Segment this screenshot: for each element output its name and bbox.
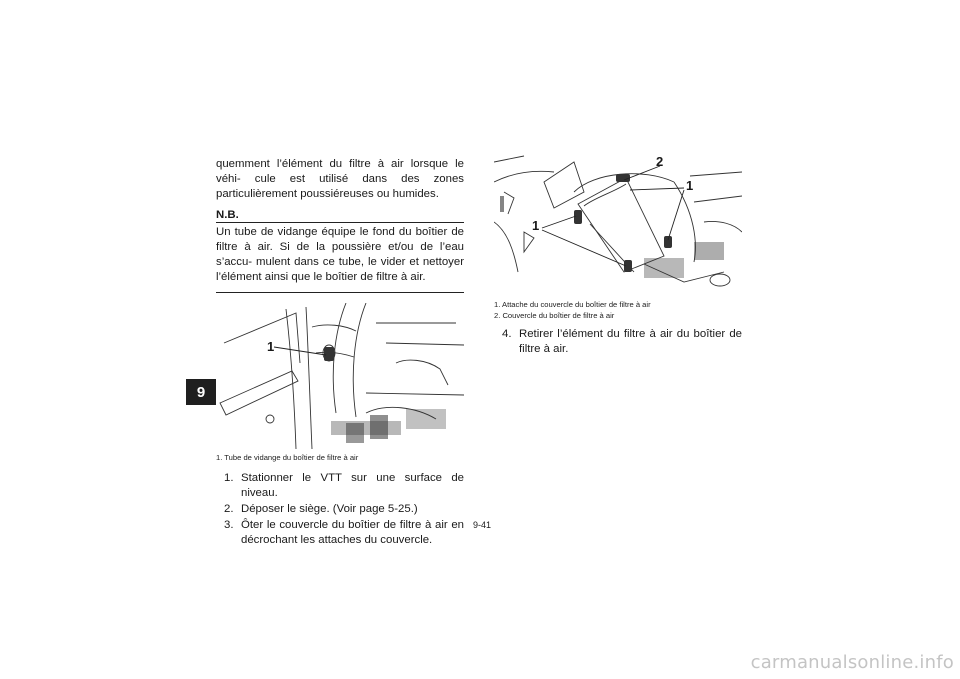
figure-callout-1-right: 1 (686, 178, 694, 193)
right-column (494, 152, 742, 358)
left-column (216, 157, 464, 549)
airbox-cover-figure (494, 152, 742, 296)
figure-callout-1: 1 (267, 339, 275, 354)
chapter-tab: 9 (186, 379, 216, 405)
note-body: Un tube de vidange équipe le fond du boîtier de filtre à air. Si de la poussière et/ou de l’eau s’accu- mulent dans ce tube, le vider et nettoyer l’élément ainsi que le boîtier de filtre à air. (216, 226, 464, 283)
figure-caption-1: 1. Attache du couvercle du boîtier de filtre à air (494, 300, 651, 309)
list-item: 3. Ôter le couvercle du boîtier de filtre à air en décrochant les attaches du couvercle. (224, 519, 464, 546)
figure-caption: 1. Tube de vidange du boîtier de filtre à air (216, 453, 359, 462)
figure-callout-2: 2 (656, 154, 664, 169)
drain-tube-illustration (216, 303, 464, 449)
list-item: 4. Retirer l’élément du filtre à air du boîtier de filtre à air. (502, 328, 742, 355)
note-divider (216, 292, 464, 293)
drain-tube-figure (216, 303, 464, 449)
watermark-text: carmanualsonline.info (750, 652, 954, 673)
figure-caption-2: 2. Couvercle du boîtier de filtre à air (494, 311, 615, 320)
steps-list-left (216, 471, 464, 548)
steps-list-right (494, 327, 742, 357)
list-item: 2. Déposer le siège. (Voir page 5-25.) (224, 503, 418, 515)
figure-callout-1-left: 1 (532, 218, 540, 233)
list-item: 1. Stationner le VTT sur une surface de niveau. (224, 472, 464, 499)
note-title: N.B. (216, 208, 464, 223)
intro-paragraph: quemment l’élément du filtre à air lorsque le véhi- cule est utilisé dans des zones particulièrement poussiéreuses ou humides. (216, 158, 464, 200)
page-number: 9-41 (472, 520, 491, 530)
